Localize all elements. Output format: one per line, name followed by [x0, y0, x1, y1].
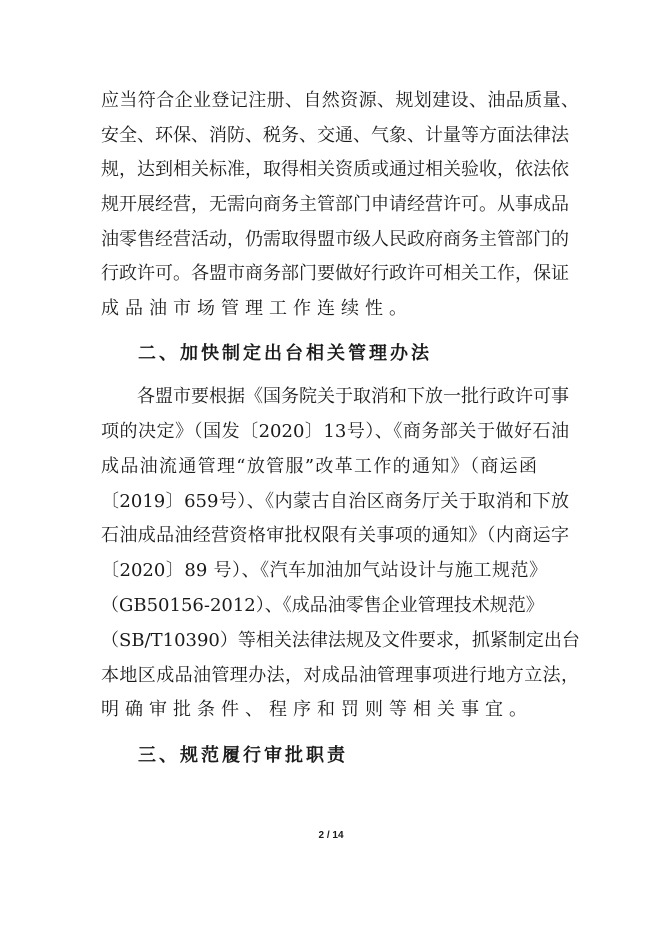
- text-line: （SB/T10390）等相关法律法规及文件要求，抓紧制定出台: [101, 630, 580, 651]
- text-line: 各盟市要根据《国务院关于取消和下放一批行政许可事: [101, 386, 569, 407]
- text-line: 〔2020〕89 号）、《汽车加油加气站设计与施工规范》: [101, 560, 547, 581]
- text-line: 石油成品油经营资格审批权限有关事项的通知》（内商运字: [101, 525, 569, 546]
- section-heading-3: 三、规范履行审批职责: [138, 745, 348, 766]
- text-line: 应当符合企业登记注册、自然资源、规划建设、油品质量、: [101, 90, 579, 111]
- text-line: 本地区成品油管理办法，对成品油管理事项进行地方立法，: [101, 665, 579, 686]
- text-line: 项的决定》（国发〔2020〕13号）、《商务部关于做好石油: [101, 421, 569, 442]
- text-line: 成品油市场管理工作连续性。: [101, 298, 413, 319]
- page-number: 2 / 14: [318, 830, 344, 841]
- text-line: 明确审批条件、程序和罚则等相关事宜。: [101, 699, 533, 720]
- text-line: （GB50156-2012）、《成品油零售企业管理技术规范》: [101, 595, 544, 616]
- text-line: 行政许可。各盟市商务部门要做好行政许可相关工作，保证: [101, 263, 569, 284]
- section-heading-2: 二、加快制定出台相关管理办法: [138, 343, 432, 364]
- text-line: 安全、环保、消防、税务、交通、气象、计量等方面法律法: [101, 125, 569, 146]
- text-line: 油零售经营活动，仍需取得盟市级人民政府商务主管部门的: [101, 229, 569, 250]
- text-line: 成品油流通管理“放管服”改革工作的通知》（商运函: [101, 456, 537, 477]
- text-line: 规，达到相关标准，取得相关资质或通过相关验收，依法依: [101, 159, 569, 180]
- text-line: 〔2019〕659号）、《内蒙古自治区商务厅关于取消和下放: [101, 491, 569, 512]
- text-line: 规开展经营，无需向商务主管部门申请经营许可。从事成品: [101, 194, 569, 215]
